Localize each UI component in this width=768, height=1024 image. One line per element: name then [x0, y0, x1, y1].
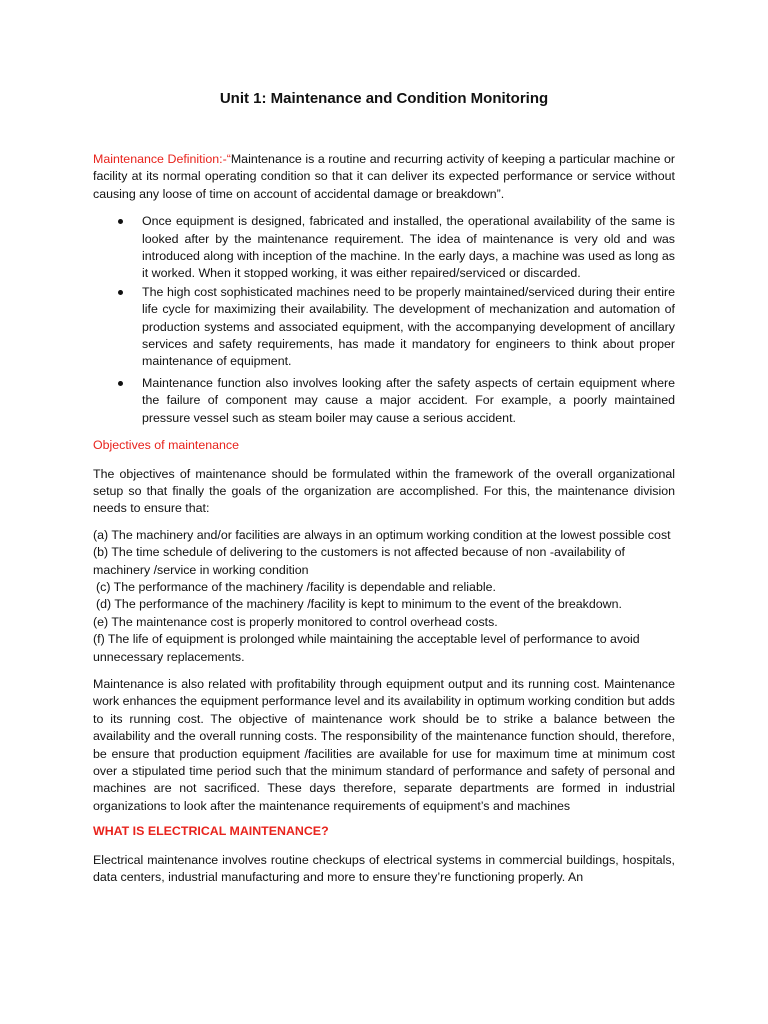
objective-item: (a) The machinery and/or facilities are always in an optimum working condition at the lowest possible cost	[93, 527, 671, 542]
bullet-item	[93, 284, 675, 371]
document-body	[93, 151, 675, 886]
definition-paragraph	[93, 151, 675, 203]
definition-label: Maintenance Definition:-“	[93, 152, 231, 166]
bullet-text: Once equipment is designed, fabricated and installed, the operational availability of the same is looked after by the maintenance requirement. The idea of maintenance is very old and was introduced along with inception of the machine. In the early days, a machine was used as long as it worked. When it stopped working, it was either repaired/serviced or discarded.	[142, 214, 675, 281]
bullet-item	[93, 213, 675, 283]
bullet-text: The high cost sophisticated machines need to be properly maintained/serviced during their entire life cycle for maximizing their availability. The development of mechanization and automation of production systems and associated equipment, with the accompanying development of ancillary services and safety requirements, has made it mandatory for engineers to think about proper maintenance of equipment.	[142, 284, 675, 369]
electrical-heading: WHAT IS ELECTRICAL MAINTENANCE?	[93, 824, 329, 839]
definition-text: Maintenance is a routine and recurring activity of keeping a particular machine or facility at its normal operating condition so that it can deliver its expected performance or service without causing any loose of time on account of accidental damage or breakdown”.	[93, 152, 675, 201]
objective-item: (b) The time schedule of delivering to the customers is not affected because of non -availability of machinery /service in working condition	[93, 545, 625, 577]
electrical-paragraph: Electrical maintenance involves routine checkups of electrical systems in commercial buildings, hospitals, data centers, industrial manufacturing and more to ensure they’re functioning properly. An	[93, 852, 675, 885]
objectives-intro: The objectives of maintenance should be formulated within the framework of the overall organizational setup so that finally the goals of the organization are accomplished. For this, the maintenance division needs to ensure that:	[93, 466, 675, 516]
bullet-icon	[118, 219, 123, 224]
bullet-list	[93, 213, 675, 427]
bullet-icon	[118, 290, 123, 295]
objectives-heading: Objectives of maintenance	[93, 438, 240, 453]
bullet-icon	[118, 381, 123, 386]
objective-item: (f) The life of equipment is prolonged while maintaining the acceptable level of performance to avoid unnecessary replacements.	[93, 632, 640, 664]
page-title: Unit 1: Maintenance and Condition Monitoring	[219, 90, 549, 107]
objective-item: (e) The maintenance cost is properly monitored to control overhead costs.	[93, 614, 498, 629]
objective-item: (c) The performance of the machinery /facility is dependable and reliable.	[96, 579, 496, 594]
bullet-text: Maintenance function also involves looking after the safety aspects of certain equipment where the failure of component may cause a major accident. For example, a poorly maintained pressure vessel such as steam boiler may cause a serious accident.	[142, 375, 675, 425]
bullet-item	[93, 375, 675, 427]
objectives-list	[93, 527, 675, 666]
profitability-paragraph: Maintenance is also related with profitability through equipment output and its running cost. Maintenance work enhances the equipment performance level and its availability in optimum working condition but adds to its running cost. The objective of maintenance work should be to strike a balance between the availability and the overall running costs. The responsibility of the maintenance function should, therefore, be ensure that production equipment /facilities are available for use for maximum time at minimum cost over a stipulated time period such that the minimum standard of performance and safety of personal and machines are not sacrificed. These days therefore, separate departments are formed in industrial organizations to look after the maintenance requirements of equipment’s and machines	[93, 676, 675, 813]
objective-item: (d) The performance of the machinery /facility is kept to minimum to the event of the breakdown.	[96, 597, 622, 612]
